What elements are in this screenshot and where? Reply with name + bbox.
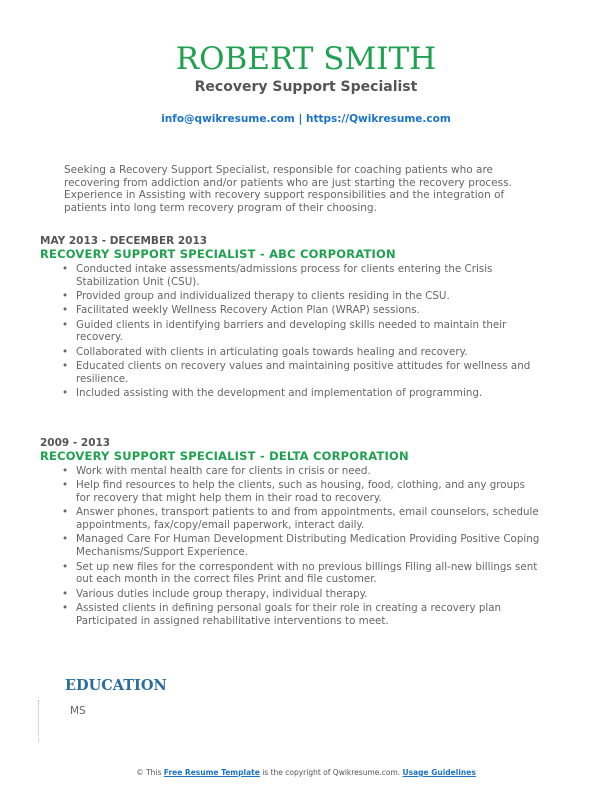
list-item: • Help find resources to help the clients, such as housing, food, clothing, and any groups for recovery that might help them in their road to recovery. [40,479,540,505]
footer-copyright: is the copyright of Qwikresume.com. [262,768,401,777]
list-item: • Conducted intake assessments/admissions process for clients entering the Crisis Stabilization Unit (CSU). [40,263,540,289]
job-bullets [40,465,540,628]
summary-paragraph: Seeking a Recovery Support Specialist, responsible for coaching patients who are recovering from addiction and/or patients who are just starting the recovery process. Experience in Assisting with recovery support responsibilities and the integration of patients into long term recovery program of their choosing. [64,164,512,214]
footer-prefix: © This [136,768,162,777]
list-item: • Work with mental health care for clients in crisis or need. [40,465,540,478]
job-title: RECOVERY SUPPORT SPECIALIST - DELTA CORPORATION [40,449,409,463]
experience-entry-1 [40,235,540,401]
email-link[interactable]: info@qwikresume.com [161,113,295,125]
list-item: • Educated clients on recovery values and maintaining positive attitudes for wellness and resilience. [40,360,540,386]
education-degree: MS [70,705,86,717]
education-divider [38,700,39,742]
list-item: • Provided group and individualized therapy to clients residing in the CSU. [40,290,540,303]
list-item: • Various duties include group therapy, individual therapy. [40,588,540,601]
list-item: • Included assisting with the development and implementation of programming. [40,387,540,400]
education-heading: EDUCATION [65,677,167,694]
usage-guidelines-link[interactable]: Usage Guidelines [402,768,476,777]
job-dates: MAY 2013 - DECEMBER 2013 [40,235,208,247]
footer [0,768,612,778]
list-item: • Answer phones, transport patients to and from appointments, email counselors, schedule appointments, fax/copy/email paperwork, interact daily. [40,506,540,532]
job-title: RECOVERY SUPPORT SPECIALIST - ABC CORPORATION [40,247,396,261]
list-item: • Set up new files for the correspondent with no previous billings Filing all-new billings sent out each month in the correct files Print and file customer. [40,561,540,587]
free-resume-template-link[interactable]: Free Resume Template [163,768,260,777]
job-dates: 2009 - 2013 [40,437,111,449]
list-item: • Managed Care For Human Development Distributing Medication Providing Positive Coping Mechanisms/Support Experience. [40,533,540,559]
contact-separator: | [298,113,303,125]
contact-line [0,112,612,126]
job-bullets [40,263,540,400]
website-link[interactable]: https://Qwikresume.com [305,113,451,125]
list-item: • Facilitated weekly Wellness Recovery Action Plan (WRAP) sessions. [40,304,540,317]
list-item: • Assisted clients in defining personal goals for their role in creating a recovery plan Participated in assigned rehabilitative interventions to meet. [40,602,540,628]
candidate-role: Recovery Support Specialist [194,79,418,95]
list-item: • Collaborated with clients in articulating goals towards healing and recovery. [40,346,540,359]
candidate-name: ROBERT SMITH [175,41,437,77]
experience-entry-2 [40,437,540,629]
list-item: • Guided clients in identifying barriers and developing skills needed to maintain their recovery. [40,319,540,345]
